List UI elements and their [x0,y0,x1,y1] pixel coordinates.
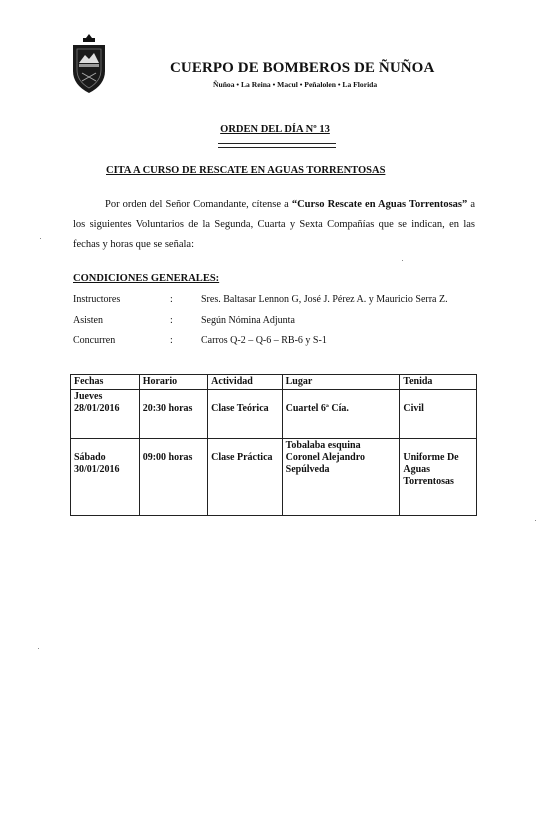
cell-day: Jueves [74,391,103,402]
cell-time [139,439,207,516]
cell-activity [208,439,282,516]
table-row [71,390,477,439]
cell-date [71,390,140,439]
condition-value: Sres. Baltasar Lennon G, José J. Pérez A. y Mauricio Serra Z. [201,294,448,305]
cell-place [282,390,400,439]
cell-activity [208,390,282,439]
cell-date-value: 30/01/2016 [74,464,120,475]
cell-attire [400,439,477,516]
order-subject: CITA A CURSO DE RESCATE EN AGUAS TORRENTOSAS [106,165,386,176]
schedule-table [70,374,477,516]
cell-attire [400,390,477,439]
cell-activity-value: Clase Práctica [211,452,273,463]
header-dates: Fechas [71,375,140,390]
organization-communes: Ñuñoa • La Reina • Macul • Peñalolen • La Florida [213,80,378,89]
cell-date [71,439,140,516]
cell-attire-value: Civil [403,403,424,414]
condition-value: Según Nómina Adjunta [201,315,295,326]
cell-time-value: 20:30 horas [142,403,193,414]
condition-colon: : [170,315,173,326]
double-rule [218,143,336,148]
cell-day: Sábado [74,452,106,463]
fire-department-crest-icon [70,33,108,95]
scan-speck [535,520,536,521]
body-paragraph [73,195,475,255]
condition-colon: : [170,294,173,305]
cell-place-value: Cuartel 6ª Cía. [285,403,349,414]
header-time: Horario [139,375,207,390]
cell-time-value: 09:00 horas [142,452,193,463]
condition-colon: : [170,335,173,346]
body-text-pre: Por orden del Señor Comandante, cítense a [105,199,292,210]
cell-place [282,439,400,516]
condition-value: Carros Q-2 – Q-6 – RB-6 y S-1 [201,335,327,346]
order-title: ORDEN DEL DÍA Nº 13 [220,124,330,135]
table-row [71,439,477,516]
cell-place-value: Tobalaba esquina Coronel Alejandro Sepúlveda [285,440,365,475]
cell-activity-value: Clase Teórica [211,403,269,414]
scan-speck [38,648,39,649]
conditions-title: CONDICIONES GENERALES: [73,273,220,284]
cell-attire-value: Uniforme De Aguas Torrentosas [403,452,459,487]
course-name: “Curso Rescate en Aguas Torrentosas” [291,199,468,210]
scan-speck [40,238,41,239]
table-header-row [71,375,477,390]
header-attire: Tenida [400,375,477,390]
organization-name: CUERPO DE BOMBEROS DE ÑUÑOA [170,60,435,76]
scan-speck [402,260,403,261]
header-place: Lugar [282,375,400,390]
condition-label: Asisten [73,315,103,326]
header-activity: Actividad [208,375,282,390]
condition-label: Instructores [73,294,121,305]
cell-date-value: 28/01/2016 [74,403,120,414]
body-text-post: a los siguientes Voluntarios de la Segunda, Cuarta y Sexta Compañías que se indican, en las fechas y horas que se señala: [73,199,475,250]
cell-time [139,390,207,439]
condition-label: Concurren [73,335,116,346]
